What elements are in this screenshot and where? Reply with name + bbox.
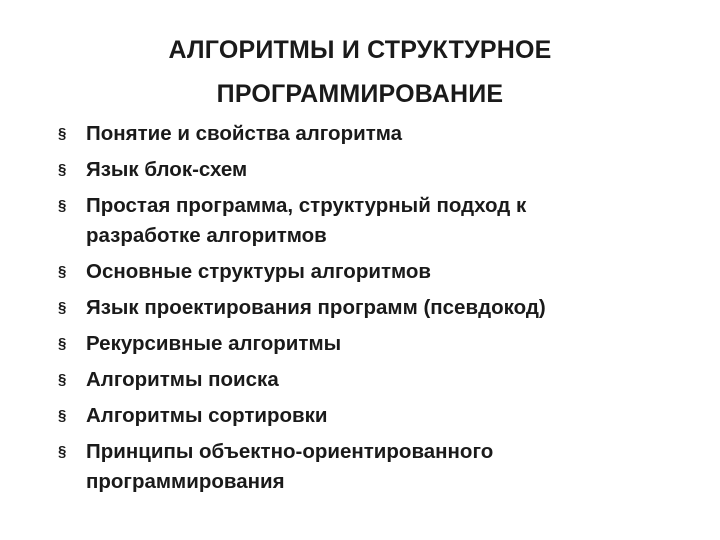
bullet-item (58, 254, 698, 290)
bullet-text: Язык проектирования программ (псевдокод) (86, 296, 546, 319)
bullet-item (58, 188, 698, 254)
bullet-marker-icon: § (58, 371, 67, 388)
bullet-item (58, 116, 698, 152)
bullet-item (58, 434, 698, 500)
bullet-marker-icon: § (58, 197, 67, 214)
bullet-marker-icon: § (58, 335, 67, 352)
bullet-item (58, 290, 698, 326)
bullet-marker-icon: § (58, 299, 67, 316)
slide-title-line-2: ПРОГРАММИРОВАНИЕ (216, 80, 504, 108)
bullet-marker-icon: § (58, 161, 67, 178)
bullet-marker-icon: § (58, 125, 67, 142)
bullet-item (58, 398, 698, 434)
bullet-text: Язык блок-схем (86, 158, 248, 181)
bullet-item (58, 362, 698, 398)
bullet-item (58, 152, 698, 188)
bullet-text: Принципы объектно-ориентированного программирования (86, 440, 494, 493)
bullet-text: Алгоритмы поиска (86, 368, 279, 391)
bullet-text: Рекурсивные алгоритмы (86, 332, 342, 355)
bullet-marker-icon: § (58, 263, 67, 280)
bullet-marker-icon: § (58, 443, 67, 460)
slide-title-line-1: АЛГОРИТМЫ И СТРУКТУРНОЕ (168, 36, 552, 64)
bullet-marker-icon: § (58, 407, 67, 424)
slide-title (0, 28, 720, 116)
bullet-text: Алгоритмы сортировки (86, 404, 328, 427)
bullet-text: Понятие и свойства алгоритма (86, 122, 403, 145)
bullet-text: Основные структуры алгоритмов (86, 260, 431, 283)
bullet-text: Простая программа, структурный подход к разработке алгоритмов (86, 194, 527, 247)
bullet-list (58, 116, 698, 500)
bullet-item (58, 326, 698, 362)
